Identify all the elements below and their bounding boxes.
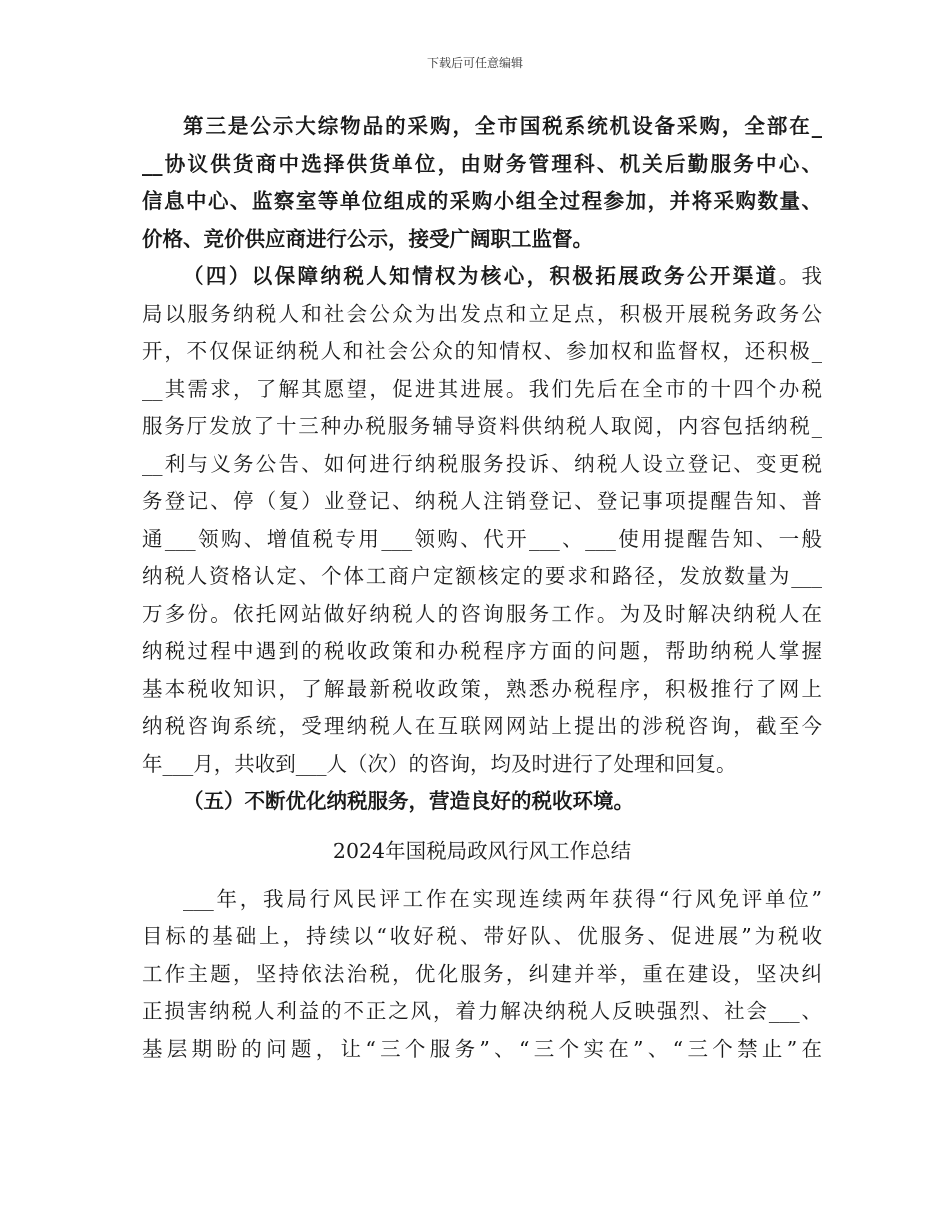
text-line: 基层期盼的问题，让“三个服务”、“三个实在”、“三个禁止”在 — [142, 1036, 822, 1061]
text-line: 万多份。依托网站做好纳税人的咨询服务工作。为及时解决纳税人在 — [142, 601, 822, 626]
text-line: ___年，我局行风民评工作在实现连续两年获得“行风免评单位” — [183, 886, 822, 911]
section-heading: （四）以保障纳税人知情权为核心，积极拓展政务公开渠道 — [183, 264, 779, 288]
text-line: 纳税过程中遇到的税收政策和办税程序方面的问题，帮助纳税人掌握 — [142, 639, 822, 663]
text-line: __协议供货商中选择供货单位，由财务管理科、机关后勤服务中心、 — [142, 151, 822, 176]
text-line: 纳税人资格认定、个体工商户定额核定的要求和路径，发放数量为___ — [142, 564, 822, 588]
text-line: 局以服务纳税人和社会公众为出发点和立足点，积极开展税务政务公 — [142, 301, 822, 326]
text-line: 正损害纳税人利益的不正之风，着力解决纳税人反映强烈、社会___、 — [142, 999, 822, 1023]
text-line: 通___领购、增值税专用___领购、代开___、___使用提醒告知、一般 — [142, 526, 822, 551]
document-body — [142, 108, 822, 1068]
page-header-note: 下载后可任意编辑 — [426, 56, 523, 70]
text-line: 务登记、停（复）业登记、纳税人注销登记、登记事项提醒告知、普 — [142, 489, 822, 513]
text-fragment: 。我 — [778, 264, 823, 288]
text-line: 价格、竞价供应商进行公示，接受广阔职工监督。 — [142, 226, 593, 251]
text-line: __利与义务公告、如何进行纳税服务投诉、纳税人设立登记、变更税 — [142, 451, 822, 476]
text-line: 基本税收知识，了解最新税收政策，熟悉办税程序，积极推行了网上 — [142, 676, 822, 701]
text-line: 第三是公示大综物品的采购，全市国税系统机设备采购，全部在_ — [183, 114, 822, 138]
text-line: 信息中心、监察室等单位组成的采购小组全过程参加，并将采购数量、 — [142, 189, 822, 213]
text-line: 服务厅发放了十三种办税服务辅导资料供纳税人取阅，内容包括纳税_ — [142, 414, 822, 438]
paragraph-transparency — [142, 258, 822, 783]
text-line: __其需求，了解其愿望，促进其进展。我们先后在全市的十四个办税 — [142, 376, 822, 401]
text-line: 年___月，共收到___人（次）的咨询，均及时进行了处理和回复。 — [142, 751, 737, 776]
text-line: 纳税咨询系统，受理纳税人在互联网网站上提出的涉税咨询，截至今 — [142, 714, 822, 738]
text-line: 目标的基础上，持续以“收好税、带好队、优服务、促进展”为税收 — [142, 924, 822, 948]
text-line: 开，不仅保证纳税人和社会公众的知情权、参加权和监督权，还积极_ — [142, 339, 822, 363]
paragraph-summary — [142, 881, 822, 1069]
paragraph-procurement — [142, 108, 822, 258]
section-heading: （五）不断优化纳税服务，营造良好的税收环境。 — [183, 789, 634, 813]
text-line — [142, 258, 822, 296]
text-line: 工作主题，坚持依法治税，优化服务，纠建并举，重在建设，坚决纠 — [142, 961, 822, 986]
document-title: 2024年国税局政风行风工作总结 — [332, 838, 632, 863]
